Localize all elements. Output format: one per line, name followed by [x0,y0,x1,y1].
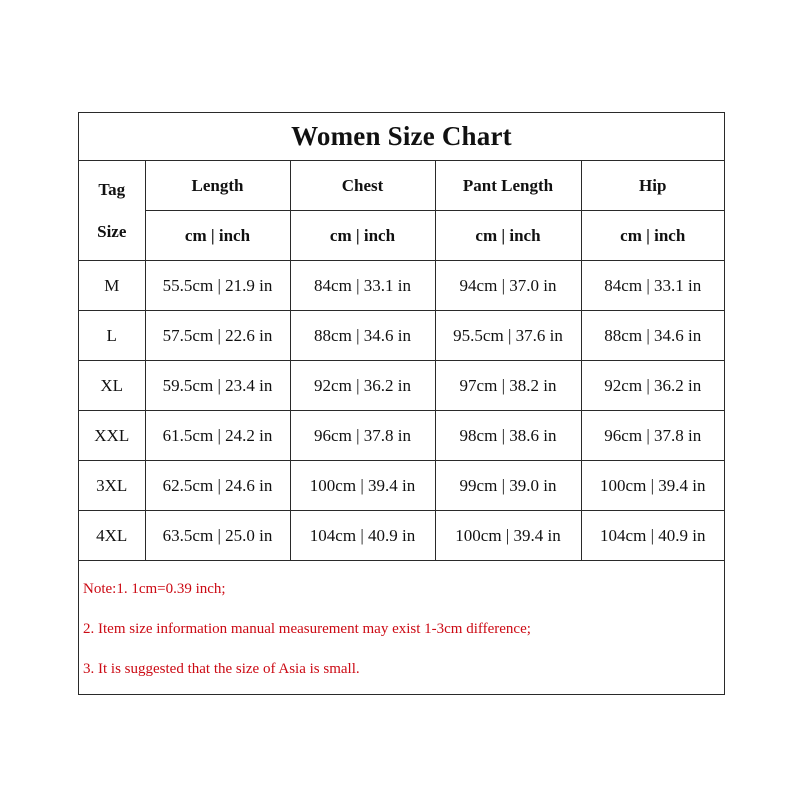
chest-value: 100cm | 39.4 in [290,461,435,511]
pant-length-value: 94cm | 37.0 in [435,261,581,311]
length-value: 55.5cm | 21.9 in [145,261,290,311]
pant-length-value: 98cm | 38.6 in [435,411,581,461]
tag-header-line2: Size [97,221,127,241]
tag-size-header [79,161,145,261]
note-3: 3. It is suggested that the size of Asia is small. [83,661,360,677]
column-header-pant-length: Pant Length [435,161,581,211]
pant-length-value: 97cm | 38.2 in [435,361,581,411]
table-row [79,461,724,511]
chest-value: 104cm | 40.9 in [290,511,435,561]
unit-length: cm | inch [145,211,290,261]
hip-value: 104cm | 40.9 in [581,511,724,561]
length-value: 62.5cm | 24.6 in [145,461,290,511]
size-label: M [79,261,145,311]
table-row [79,511,724,561]
length-value: 61.5cm | 24.2 in [145,411,290,461]
column-header-chest: Chest [290,161,435,211]
chest-value: 88cm | 34.6 in [290,311,435,361]
hip-value: 88cm | 34.6 in [581,311,724,361]
table-row [79,311,724,361]
notes-section [79,561,724,699]
table-row [79,361,724,411]
note-2: 2. Item size information manual measurement may exist 1-3cm difference; [83,621,531,637]
unit-row [79,211,724,261]
pant-length-value: 99cm | 39.0 in [435,461,581,511]
hip-value: 92cm | 36.2 in [581,361,724,411]
column-header-length: Length [145,161,290,211]
pant-length-value: 95.5cm | 37.6 in [435,311,581,361]
column-header-hip: Hip [581,161,724,211]
table-row [79,411,724,461]
length-value: 63.5cm | 25.0 in [145,511,290,561]
size-chart [78,112,725,695]
pant-length-value: 100cm | 39.4 in [435,511,581,561]
hip-value: 100cm | 39.4 in [581,461,724,511]
size-label: 4XL [79,511,145,561]
hip-value: 96cm | 37.8 in [581,411,724,461]
chest-value: 92cm | 36.2 in [290,361,435,411]
size-label: XL [79,361,145,411]
size-table [79,113,724,698]
hip-value: 84cm | 33.1 in [581,261,724,311]
size-label: L [79,311,145,361]
unit-pant-length: cm | inch [435,211,581,261]
length-value: 59.5cm | 23.4 in [145,361,290,411]
notes-row [79,561,724,699]
unit-chest: cm | inch [290,211,435,261]
tag-header-line1: Tag [98,179,126,199]
size-label: XXL [79,411,145,461]
note-1: Note:1. 1cm=0.39 inch; [83,581,226,597]
unit-hip: cm | inch [581,211,724,261]
chest-value: 96cm | 37.8 in [290,411,435,461]
chart-title: Women Size Chart [79,113,724,161]
header-row [79,161,724,211]
chest-value: 84cm | 33.1 in [290,261,435,311]
table-row [79,261,724,311]
length-value: 57.5cm | 22.6 in [145,311,290,361]
title-row [79,113,724,161]
size-label: 3XL [79,461,145,511]
